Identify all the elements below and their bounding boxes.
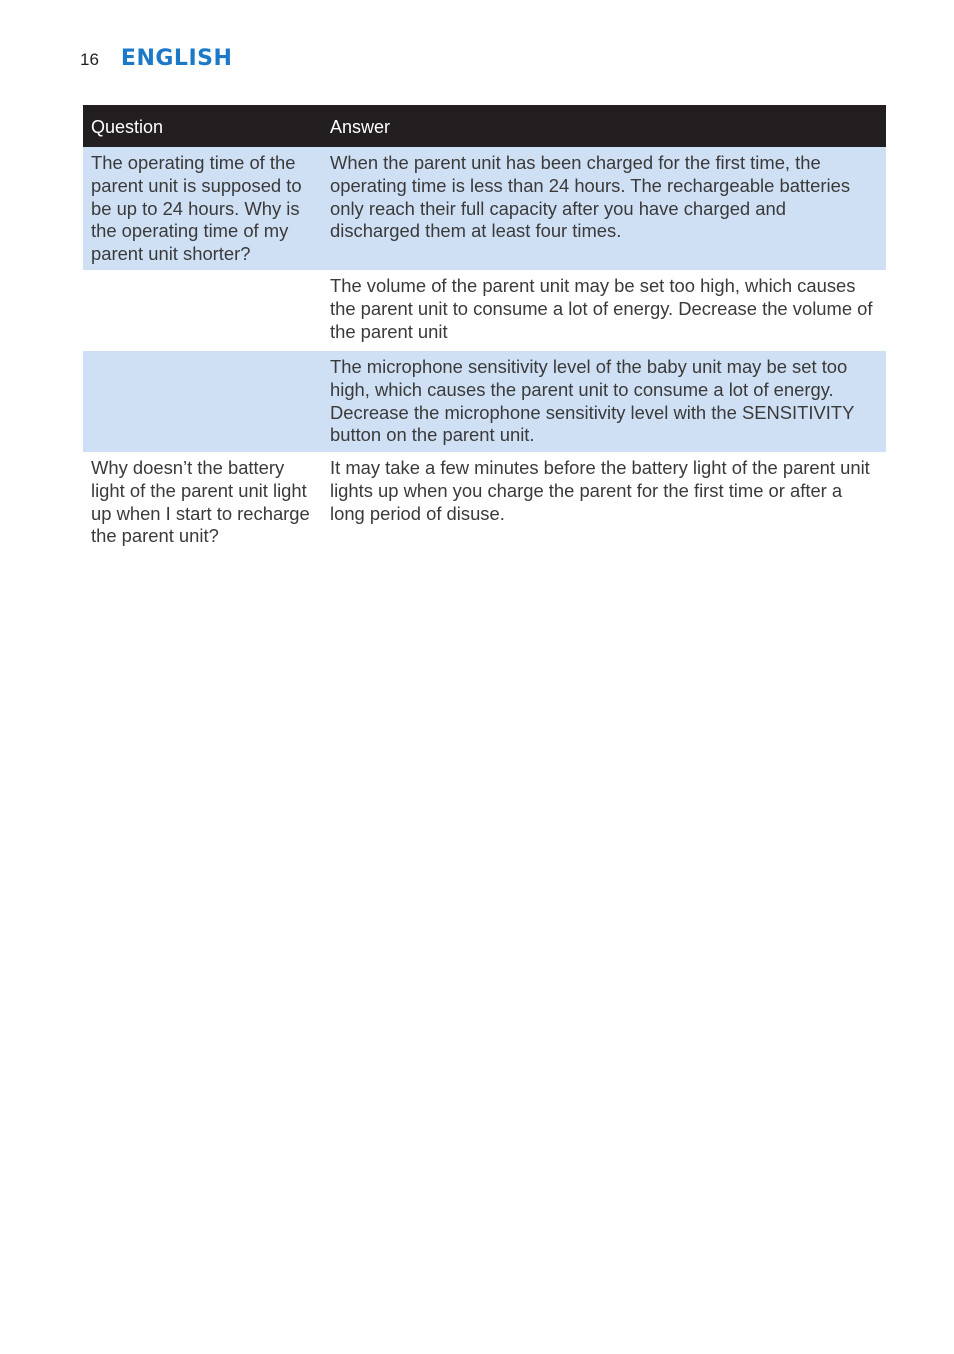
column-header-question: Question [91,117,164,138]
answer-cell: The microphone sensitivity level of the baby unit may be set too high, which causes the parent unit to consume a lot of energy. Decrease the microphone sensitivity level with the SENSITIVITY button on the parent unit. [330,356,855,446]
table-header-row [83,105,886,147]
section-title: ENGLISH [120,46,233,71]
table-row [83,147,886,270]
column-header-answer: Answer [330,117,391,138]
answer-cell: It may take a few minutes before the battery light of the parent unit lights up when you charge the parent for the first time or after a long period of disuse. [330,457,870,524]
answer-cell: When the parent unit has been charged for the first time, the operating time is less than 24 hours. The rechargeable batteries only reach their full capacity after you have charged and discharged them at least four times. [330,152,851,242]
table-row [83,351,886,452]
question-cell: Why doesn’t the battery light of the parent unit light up when I start to recharge the parent unit? [91,457,310,547]
answer-cell: The volume of the parent unit may be set too high, which causes the parent unit to consume a lot of energy. Decrease the volume of the parent unit [330,275,873,342]
page-header [80,46,232,71]
question-cell [83,270,322,351]
table-row [83,452,886,552]
page-number: 16 [80,50,99,69]
troubleshooting-table [83,105,886,552]
table-row [83,270,886,351]
question-cell: The operating time of the parent unit is supposed to be up to 24 hours. Why is the operating time of my parent unit shorter? [91,152,302,265]
question-cell [83,351,322,452]
